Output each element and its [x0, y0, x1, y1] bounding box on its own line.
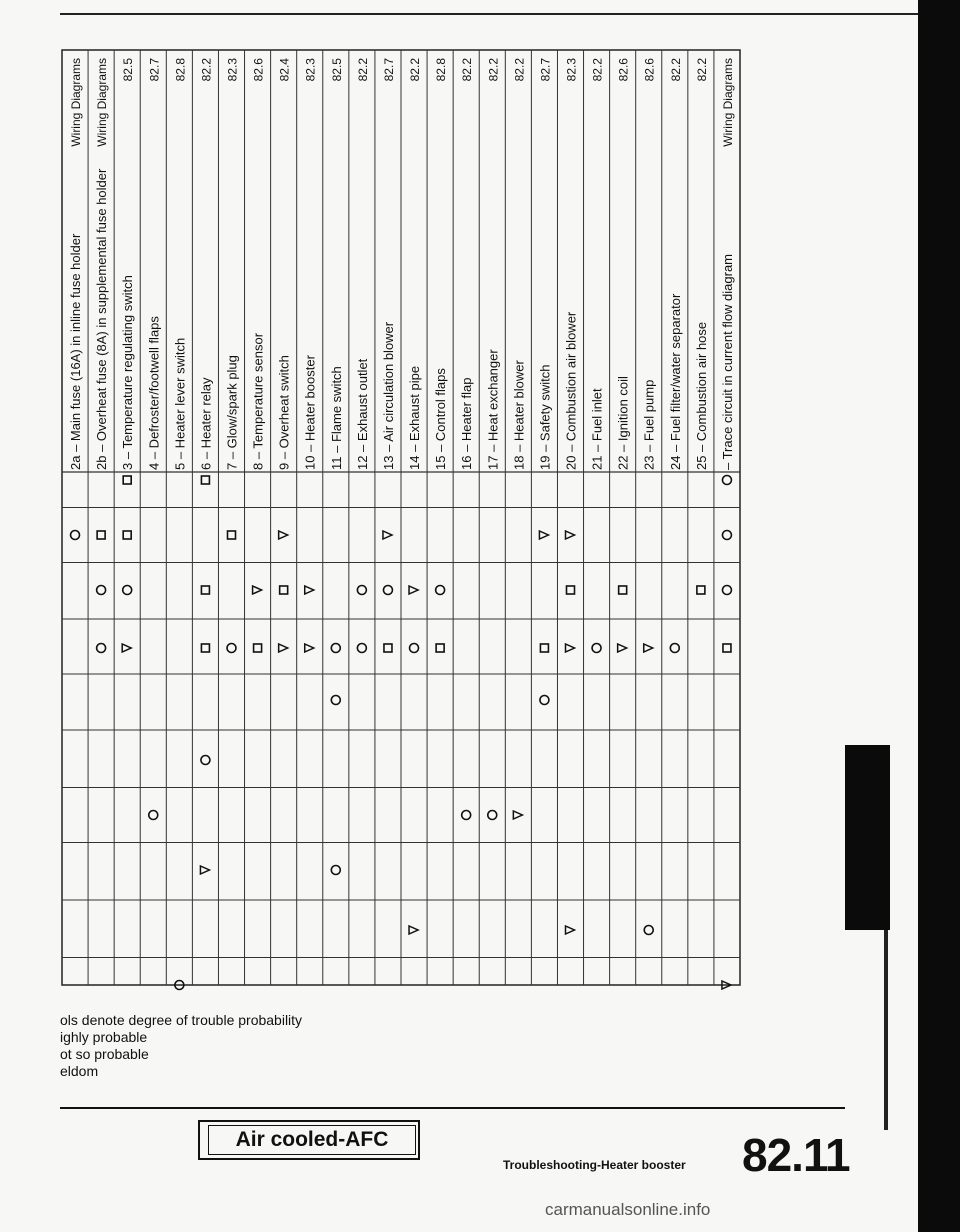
- row-label: 11 – Flame switch: [328, 366, 344, 470]
- mark-circle: [357, 586, 366, 595]
- row-ref: Wiring Diagrams: [95, 58, 110, 147]
- row-label: 10 – Heater booster: [302, 355, 318, 470]
- row-ref: 82.6: [642, 58, 657, 82]
- row-label: 7 – Glow/spark plug: [224, 355, 240, 470]
- mark-triangle: [122, 644, 131, 652]
- mark-circle: [201, 756, 210, 765]
- mark-triangle: [644, 644, 653, 652]
- row-ref: 82.6: [251, 58, 266, 82]
- mark-circle: [97, 586, 106, 595]
- row-ref: 82.2: [199, 58, 214, 82]
- mark-triangle: [409, 926, 418, 934]
- mark-triangle: [383, 531, 392, 539]
- row-ref: 82.3: [564, 58, 579, 82]
- row-label: 14 – Exhaust pipe: [407, 365, 423, 470]
- mark-circle: [722, 586, 731, 595]
- mark-circle: [71, 531, 80, 540]
- mark-square: [97, 531, 105, 539]
- row-label: 8 – Temperature sensor: [250, 332, 266, 470]
- row-ref: Wiring Diagrams: [69, 57, 84, 147]
- mark-square: [201, 476, 209, 484]
- mark-circle: [540, 696, 549, 705]
- bottom-rule: [60, 1107, 845, 1109]
- mark-circle: [331, 696, 340, 705]
- section-box-label: Air cooled-AFC: [208, 1125, 416, 1155]
- mark-square: [280, 586, 288, 594]
- row-label: 15 – Control flaps: [433, 368, 449, 470]
- row-label: 5 – Heater lever switch: [172, 337, 188, 470]
- mark-triangle: [279, 644, 288, 652]
- row-ref: 82.3: [225, 58, 240, 82]
- row-label: 3 – Temperature regulating switch: [120, 275, 136, 470]
- mark-circle: [97, 644, 106, 653]
- mark-square: [567, 586, 575, 594]
- mark-square: [201, 586, 209, 594]
- row-ref: 82.7: [538, 58, 553, 82]
- mark-square: [228, 531, 236, 539]
- watermark: carmanualsonline.info: [545, 1200, 711, 1219]
- mark-circle: [722, 476, 731, 485]
- mark-triangle: [566, 531, 575, 539]
- mark-circle: [722, 531, 731, 540]
- mark-circle: [123, 586, 132, 595]
- mark-circle: [227, 644, 236, 653]
- row-ref: 82.6: [616, 58, 631, 82]
- row-label: 18 – Heater blower: [511, 360, 527, 470]
- mark-square: [436, 644, 444, 652]
- row-label: 19 – Safety switch: [537, 364, 553, 470]
- row-ref: 82.2: [512, 58, 527, 82]
- row-ref: 82.8: [434, 58, 449, 82]
- row-ref: 82.2: [486, 58, 501, 82]
- mark-circle: [410, 644, 419, 653]
- row-ref: 82.5: [329, 58, 344, 82]
- mark-square: [254, 644, 262, 652]
- mark-square: [123, 531, 131, 539]
- row-label: 24 – Fuel filter/water separator: [667, 293, 683, 470]
- mark-triangle: [305, 586, 314, 594]
- mark-circle: [488, 811, 497, 820]
- mark-circle: [383, 586, 392, 595]
- row-label: – Trace circuit in current flow diagram: [719, 253, 735, 470]
- row-label: 13 – Air circulation blower: [380, 321, 396, 470]
- mark-triangle: [279, 531, 288, 539]
- legend-line-1: ols denote degree of trouble probability: [60, 1012, 303, 1028]
- row-label: 17 – Heat exchanger: [485, 349, 501, 470]
- row-label: 21 – Fuel inlet: [589, 388, 605, 470]
- row-ref: 82.2: [590, 58, 605, 82]
- mark-triangle: [566, 926, 575, 934]
- mark-circle: [331, 644, 340, 653]
- row-ref: 82.7: [381, 58, 396, 82]
- row-ref: 82.2: [355, 58, 370, 82]
- section-box: [198, 1120, 420, 1160]
- mark-triangle: [539, 531, 548, 539]
- mark-square: [123, 476, 131, 484]
- row-label: 12 – Exhaust outlet: [354, 358, 370, 470]
- legend-line-4: eldom: [60, 1063, 99, 1079]
- mark-triangle: [253, 586, 262, 594]
- mark-square: [619, 586, 627, 594]
- mark-triangle: [513, 811, 522, 819]
- mark-square: [723, 644, 731, 652]
- row-ref: 82.2: [694, 58, 709, 82]
- mark-circle: [592, 644, 601, 653]
- row-label: 16 – Heater flap: [459, 377, 475, 470]
- row-ref: 82.7: [147, 58, 162, 82]
- footer-title: Troubleshooting-Heater booster: [503, 1158, 686, 1172]
- row-label: 9 – Overheat switch: [276, 355, 292, 470]
- mark-circle: [436, 586, 445, 595]
- row-ref: 82.3: [303, 58, 318, 82]
- row-ref: 82.2: [460, 58, 475, 82]
- mark-triangle: [305, 644, 314, 652]
- row-ref: 82.2: [668, 58, 683, 82]
- mark-triangle: [566, 644, 575, 652]
- row-label: 23 – Fuel pump: [641, 379, 657, 470]
- mark-circle: [644, 926, 653, 935]
- mark-circle: [670, 644, 679, 653]
- row-label: 25 – Combustion air hose: [693, 321, 709, 470]
- row-ref: Wiring Diagrams: [720, 58, 735, 147]
- row-label: 2a – Main fuse (16A) in inline fuse holder: [68, 233, 84, 470]
- mark-circle: [462, 811, 471, 820]
- mark-circle: [331, 866, 340, 875]
- mark-triangle: [618, 644, 627, 652]
- mark-square: [540, 644, 548, 652]
- legend-line-3: ot so probable: [60, 1046, 149, 1062]
- row-ref: 82.8: [173, 58, 188, 82]
- row-label: 2b – Overheat fuse (8A) in supplemental fuse holder: [94, 168, 110, 470]
- row-label: 6 – Heater relay: [198, 377, 214, 470]
- mark-circle: [149, 811, 158, 820]
- mark-circle: [357, 644, 366, 653]
- page-number: 82.11: [742, 1129, 850, 1181]
- row-label: 20 – Combustion air blower: [563, 311, 579, 470]
- mark-triangle: [409, 586, 418, 594]
- mark-square: [201, 644, 209, 652]
- row-ref: 82.2: [408, 58, 423, 82]
- row-label: 4 – Defroster/footwell flaps: [146, 316, 162, 470]
- row-ref: 82.5: [121, 58, 136, 82]
- mark-square: [697, 586, 705, 594]
- legend-line-2: ighly probable: [60, 1029, 148, 1045]
- row-ref: 82.4: [277, 58, 292, 82]
- mark-triangle: [200, 866, 209, 874]
- mark-square: [384, 644, 392, 652]
- row-label: 22 – Ignition coil: [615, 376, 631, 470]
